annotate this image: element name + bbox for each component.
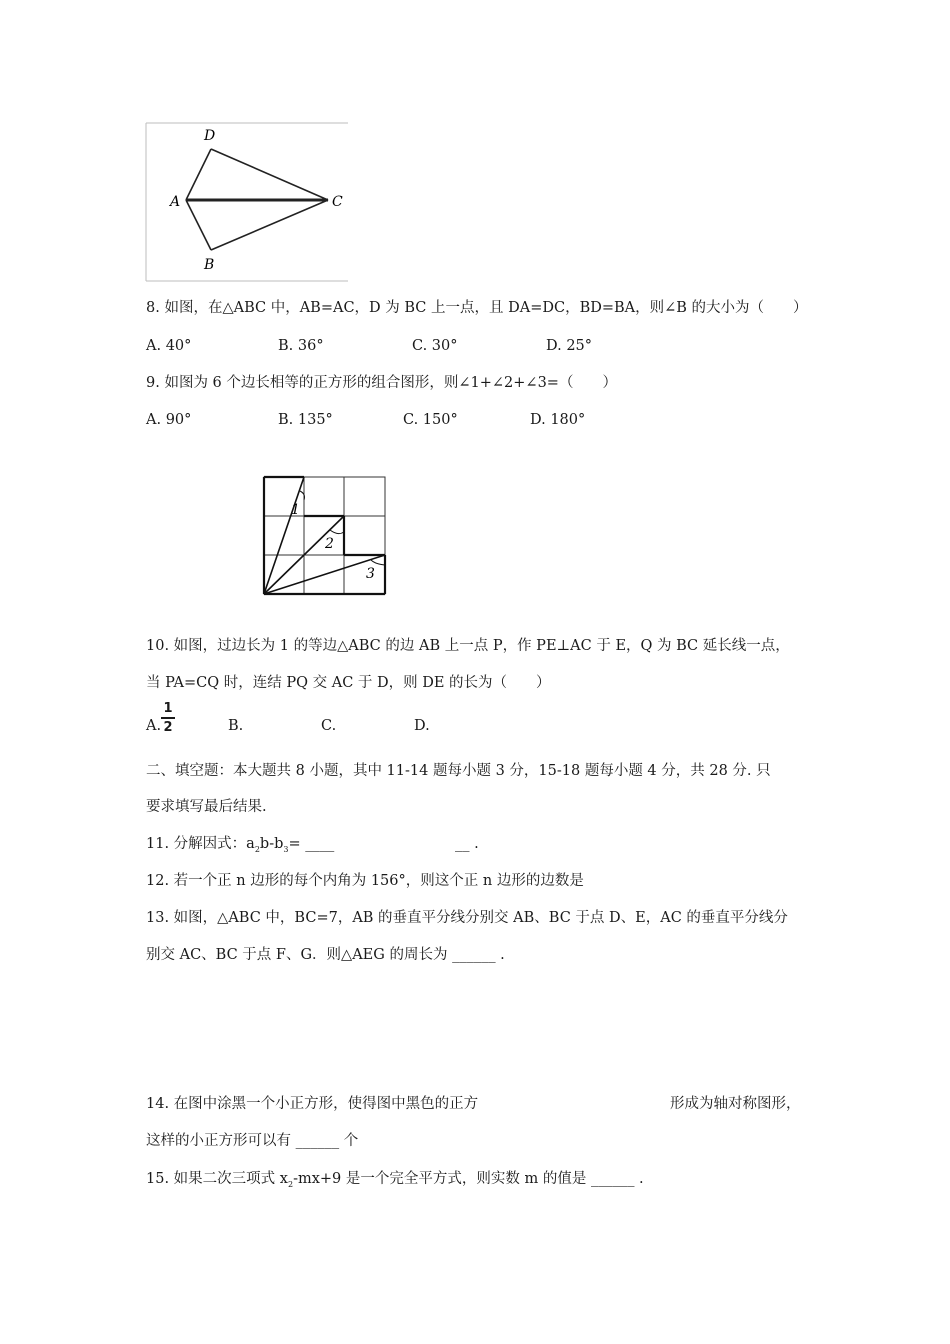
q8-option-c: C. 30°	[412, 338, 458, 354]
question-14-right: 形成为轴对称图形，	[670, 1096, 801, 1112]
q10-option-a: A.	[146, 718, 162, 734]
q15-prefix: 15. 如果二次三项式 x	[146, 1171, 288, 1187]
q9-option-c: C. 150°	[403, 412, 458, 428]
diagonal-1	[264, 477, 304, 594]
question-13-line2: 别交 AC、BC 于点 F、G．则△AEG 的周长为 ______ .	[146, 947, 505, 963]
segment-ad	[186, 149, 211, 200]
q8-option-a: A. 40°	[146, 338, 192, 354]
q10-option-d: D.	[414, 718, 430, 734]
label-b: B	[204, 257, 215, 273]
q8-option-b: B. 36°	[278, 338, 324, 354]
segment-ab	[186, 200, 211, 250]
q10-option-c: C.	[321, 718, 337, 734]
q10-option-a-fraction	[161, 701, 175, 735]
q15-exponent: 2	[287, 1179, 294, 1189]
question-15	[146, 1169, 644, 1195]
segment-dc	[211, 149, 328, 200]
angle-label-1: 1	[291, 502, 300, 518]
q10-option-b: B.	[228, 718, 244, 734]
q9-option-a: A. 90°	[146, 412, 192, 428]
question-10-line2: 当 PA=CQ 时，连结 PQ 交 AC 于 D，则 DE 的长为（ ）	[146, 675, 551, 691]
label-c: C	[332, 194, 343, 210]
question-10-line1: 10. 如图，过边长为 1 的等边△ABC 的边 AB 上一点 P，作 PE⊥AC 于 E，Q 为 BC 延长线一点，	[146, 638, 790, 654]
angle-label-3: 3	[366, 566, 375, 582]
q9-option-b: B. 135°	[278, 412, 333, 428]
q11-eq: = ____	[288, 836, 335, 852]
q11-b-exponent: 3	[283, 844, 289, 854]
question-14-line2: 这样的小正方形可以有 ______ 个	[146, 1133, 359, 1149]
angle-label-2: 2	[325, 536, 334, 552]
segment-bc	[211, 200, 328, 250]
question-14-left: 14. 在图中涂黑一个小正方形，使得图中黑色的正方	[146, 1096, 479, 1112]
question-11	[146, 834, 334, 860]
label-a: A	[170, 194, 181, 210]
q8-option-d: D. 25°	[546, 338, 593, 354]
fraction-denominator: 2	[163, 720, 173, 735]
angle-arc-2	[330, 530, 344, 534]
q9-option-d: D. 180°	[530, 412, 586, 428]
section-2-heading-line1: 二、填空题：本大题共 8 小题，其中 11-14 题每小题 3 分，15-18 题每小题 4 分，共 28 分. 只	[146, 763, 771, 779]
q11-prefix: 11. 分解因式：a	[146, 836, 255, 852]
fraction-numerator: 1	[163, 701, 173, 716]
q15-rest: -mx+9 是一个完全平方式，则实数 m 的值是 ______ .	[293, 1171, 644, 1187]
q11-mid: b-b	[259, 836, 284, 852]
q11-a-exponent: 2	[254, 844, 260, 854]
figure-quadrilateral-adcb	[145, 122, 350, 284]
section-2-heading-line2: 要求填写最后结果.	[146, 799, 267, 815]
question-13-line1: 13. 如图，△ABC 中，BC=7，AB 的垂直平分线分别交 AB、BC 于点 D、E，AC 的垂直平分线分	[146, 910, 788, 926]
question-9: 9. 如图为 6 个边长相等的正方形的组合图形，则∠1+∠2+∠3=（ ）	[146, 375, 617, 391]
question-8: 8. 如图，在△ABC 中，AB=AC，D 为 BC 上一点，且 DA=DC，BD=BA，则∠B 的大小为（ ）	[146, 300, 808, 316]
figure-six-squares	[262, 474, 388, 598]
question-12: 12. 若一个正 n 边形的每个内角为 156°，则这个正 n 边形的边数是	[146, 873, 584, 889]
fraction-bar	[161, 717, 175, 719]
q11-answer-blank-tail: __ .	[455, 836, 479, 852]
angle-arc-3	[371, 560, 385, 565]
label-d: D	[204, 128, 216, 144]
